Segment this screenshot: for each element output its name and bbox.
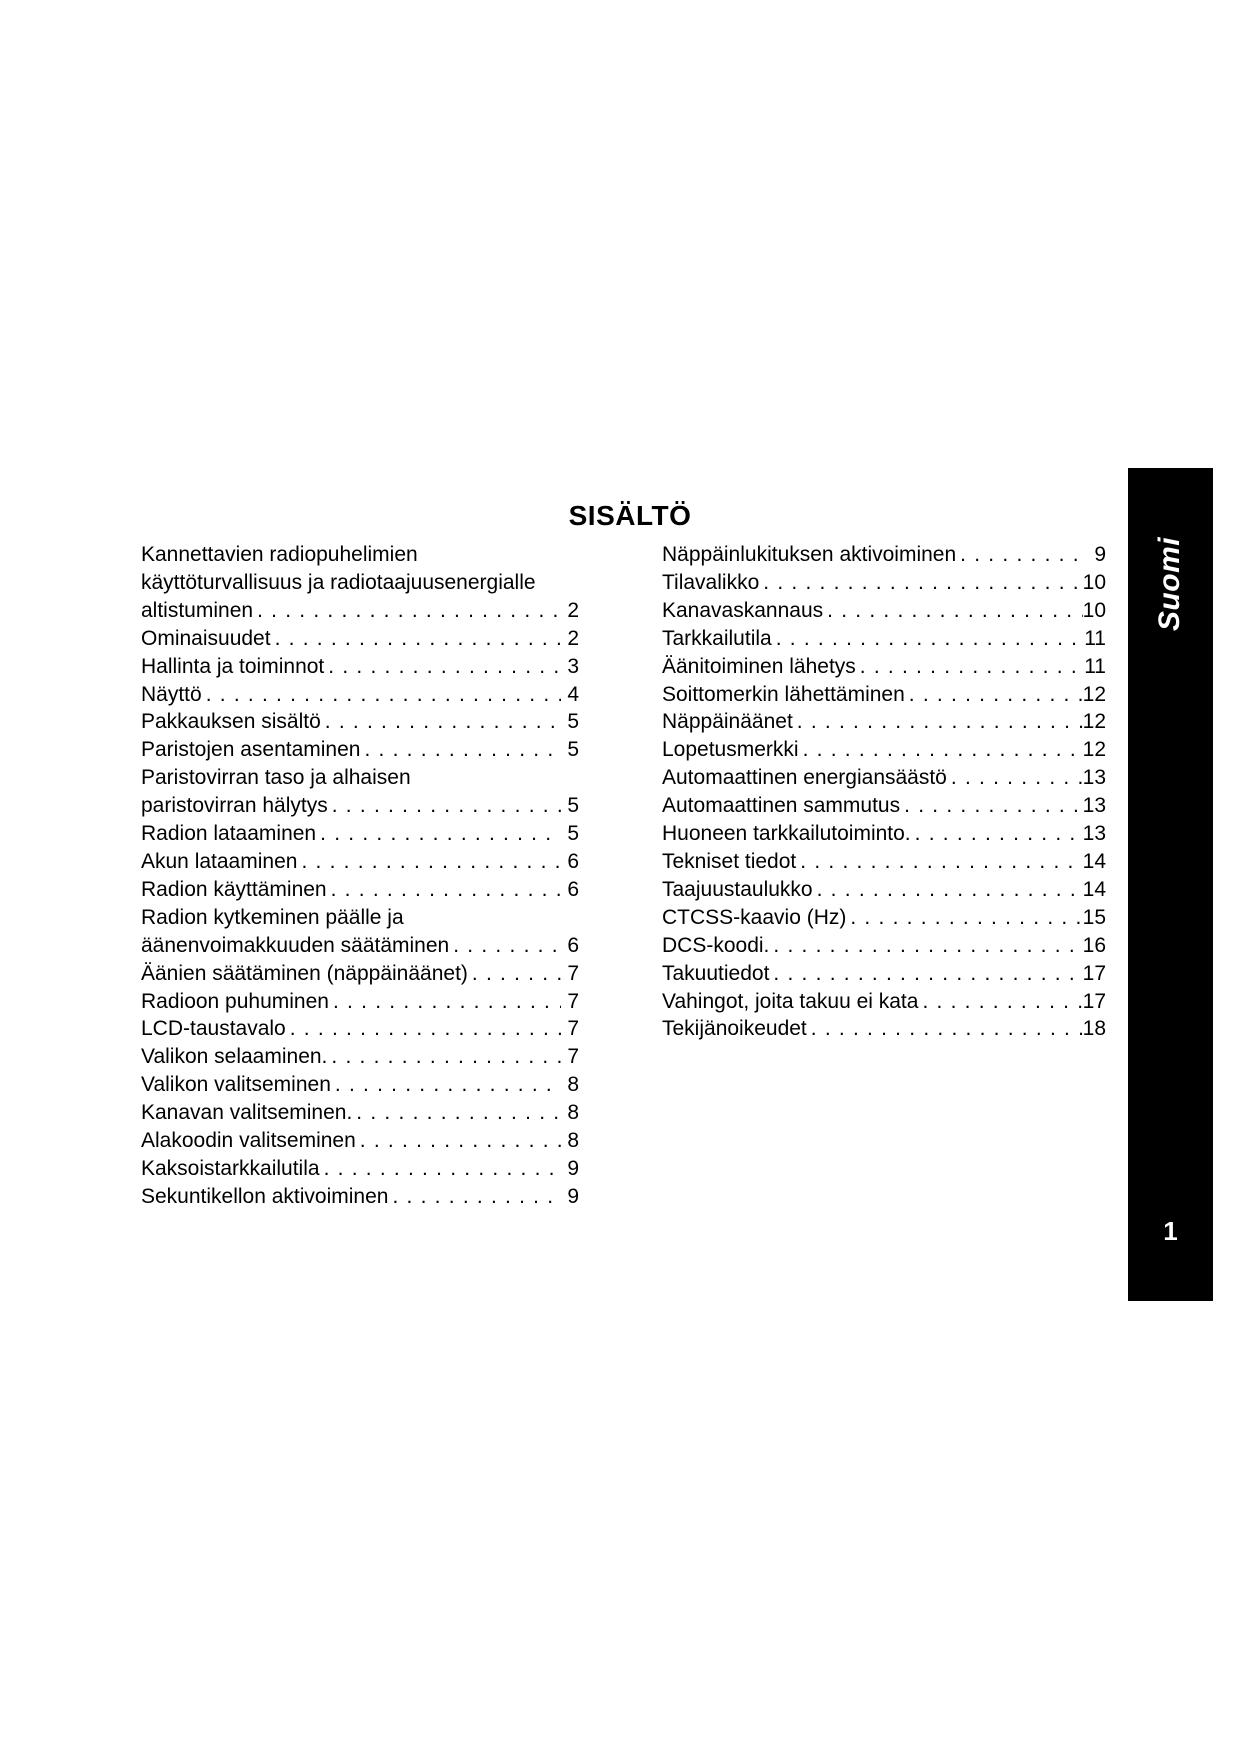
toc-entry-row (662, 681, 1106, 709)
toc-page-number: 10 (1082, 598, 1106, 622)
toc-item (662, 653, 1106, 681)
toc-item (662, 1015, 1106, 1043)
toc-entry-row (141, 960, 579, 988)
dot-leader (388, 1183, 561, 1211)
dot-leader (772, 625, 1084, 653)
toc-item (141, 960, 579, 988)
toc-left-column (141, 541, 579, 1211)
toc-entry-title: Paristojen asentaminen (141, 738, 361, 762)
toc-entry-row (141, 876, 579, 904)
toc-page-number: 6 (567, 933, 579, 957)
dot-leader (846, 904, 1082, 932)
toc-entry-row (662, 932, 1106, 960)
toc-entry-row (662, 960, 1106, 988)
toc-entry-title: Tekniset tiedot (662, 849, 797, 873)
toc-entry-title: Tilavalikko (662, 570, 760, 594)
toc-page-number: 7 (567, 961, 579, 985)
dot-leader (329, 988, 561, 1016)
dot-leader (360, 736, 561, 764)
toc-entry-title: LCD-taustavalo (141, 1017, 286, 1041)
toc-item (141, 736, 579, 764)
toc-item (662, 792, 1106, 820)
toc-page-number: 5 (567, 822, 579, 846)
dot-leader (297, 848, 561, 876)
toc-item (662, 736, 1106, 764)
toc-entry-row (141, 653, 579, 681)
dot-leader (813, 876, 1083, 904)
toc-entry-title: Hallinta ja toiminnot (141, 654, 325, 678)
toc-entry-line: Paristovirran taso ja alhaisen (141, 766, 411, 790)
toc-entry-title: Radion lataaminen (141, 822, 317, 846)
toc-entry-title: Valikon valitseminen (141, 1073, 331, 1097)
toc-page-number: 8 (567, 1129, 579, 1153)
dot-leader (321, 708, 561, 736)
toc-entry-row (141, 597, 579, 625)
page-title: SISÄLTÖ (568, 500, 692, 531)
toc-item (141, 708, 579, 736)
dot-leader (468, 960, 561, 988)
toc-entry-row (662, 764, 1106, 792)
toc-entry-row (662, 736, 1106, 764)
dot-leader (793, 708, 1083, 736)
toc-entry-row (662, 708, 1106, 736)
toc-entry-title: Soittomerkin lähettäminen (662, 682, 905, 706)
dot-leader (900, 792, 1083, 820)
dot-leader (956, 541, 1088, 569)
toc-entry-row (662, 597, 1106, 625)
dot-leader (328, 792, 561, 820)
toc-entry-row (662, 904, 1106, 932)
toc-entry-title: Alakoodin valitseminen (141, 1129, 356, 1153)
toc-item (662, 904, 1106, 932)
toc-entry-row (141, 736, 579, 764)
toc-entry-title: CTCSS-kaavio (Hz) (662, 905, 847, 929)
toc-page-number: 13 (1082, 766, 1106, 790)
toc-entry-title: Ominaisuudet (141, 626, 271, 650)
toc-entry-title: Tarkkailutila (662, 626, 772, 650)
toc-entry-row (141, 708, 579, 736)
toc-page-number: 11 (1084, 654, 1106, 678)
toc-entry-title: Äänien säätäminen (näppäinäänet) (141, 961, 468, 985)
toc-entry-row (662, 792, 1106, 820)
toc-item (662, 569, 1106, 597)
toc-item (141, 988, 579, 1016)
toc-item (141, 764, 579, 820)
toc-entry-title: Kanavaskannaus (662, 598, 824, 622)
toc-entry-title: Vahingot, joita takuu ei kata (662, 989, 919, 1013)
dot-leader (327, 1043, 561, 1071)
language-side-tab (1128, 468, 1213, 1301)
dot-leader (449, 932, 561, 960)
toc-entry-row (141, 681, 579, 709)
toc-entry-row (141, 1183, 579, 1211)
toc-entry-row (141, 1155, 579, 1183)
dot-leader (947, 764, 1083, 792)
language-label: Suomi (1153, 536, 1186, 632)
dot-leader (911, 820, 1083, 848)
toc-entry-title: Valikon selaaminen. (141, 1045, 328, 1069)
toc-page-number: 8 (567, 1101, 579, 1125)
toc-page-number: 5 (567, 794, 579, 818)
toc-page-number: 13 (1082, 822, 1106, 846)
dot-leader (327, 876, 561, 904)
toc-entry-title: Äänitoiminen lähetys (662, 654, 856, 678)
dot-leader (320, 1155, 561, 1183)
dot-leader (286, 1015, 561, 1043)
toc-page-number: 15 (1082, 905, 1106, 929)
toc-item (141, 1099, 579, 1127)
dot-leader (253, 597, 561, 625)
toc-page-number: 6 (567, 849, 579, 873)
toc-item (141, 1183, 579, 1211)
toc-item (662, 597, 1106, 625)
toc-entry-row (141, 820, 579, 848)
toc-page-number: 9 (567, 1156, 579, 1180)
dot-leader (271, 625, 561, 653)
toc-entry-row (141, 848, 579, 876)
toc-entry-title: Tekijänoikeudet (662, 1017, 807, 1041)
toc-entry-title: altistuminen (141, 598, 254, 622)
toc-page-number: 2 (567, 626, 579, 650)
toc-page-number: 7 (567, 1017, 579, 1041)
toc-page-number: 6 (567, 877, 579, 901)
toc-entry-row (662, 988, 1106, 1016)
toc-entry-title: Kanavan valitseminen. (141, 1101, 353, 1125)
toc-page-number: 8 (567, 1073, 579, 1097)
toc-entry-row (662, 653, 1106, 681)
toc-item (141, 1155, 579, 1183)
toc-item (662, 848, 1106, 876)
toc-item (141, 1071, 579, 1099)
page-number: 1 (1163, 1216, 1178, 1246)
toc-item (662, 932, 1106, 960)
toc-page-number: 7 (567, 1045, 579, 1069)
toc-page-number: 12 (1082, 682, 1106, 706)
toc-item (662, 876, 1106, 904)
toc-item (141, 1043, 579, 1071)
dot-leader (356, 1127, 561, 1155)
toc-item (662, 764, 1106, 792)
toc-entry-title: Huoneen tarkkailutoiminto. (662, 822, 911, 846)
dot-leader (759, 569, 1082, 597)
toc-entry-row (662, 876, 1106, 904)
toc-page-number: 9 (567, 1184, 579, 1208)
toc-entry-row (662, 569, 1106, 597)
toc-item (662, 541, 1106, 569)
toc-item (141, 681, 579, 709)
toc-entry-title: Automaattinen energiansäästö (662, 766, 947, 790)
toc-entry-row (141, 1071, 579, 1099)
toc-page-number: 12 (1082, 738, 1106, 762)
dot-leader (799, 736, 1083, 764)
toc-item (662, 960, 1106, 988)
toc-page-number: 14 (1082, 877, 1106, 901)
toc-entry-title: DCS-koodi. (662, 933, 770, 957)
toc-entry-row (662, 1015, 1106, 1043)
toc-entry-title: Automaattinen sammutus (662, 794, 901, 818)
dot-leader (331, 1071, 561, 1099)
toc-entry-row (662, 848, 1106, 876)
toc-item (141, 1127, 579, 1155)
toc-entry-title: Radioon puhuminen (141, 989, 329, 1013)
toc-page-number: 14 (1082, 849, 1106, 873)
dot-leader (202, 681, 561, 709)
toc-entry-title: Pakkauksen sisältö (141, 710, 321, 734)
toc-entry-row (141, 932, 579, 960)
toc-entry-row (141, 1015, 579, 1043)
toc-entry-row (141, 1127, 579, 1155)
toc-entry-title: Lopetusmerkki (662, 738, 799, 762)
toc-page-number: 12 (1082, 710, 1106, 734)
toc-entry-title: Näyttö (141, 682, 202, 706)
toc-page-number: 13 (1082, 794, 1106, 818)
dot-leader (352, 1099, 561, 1127)
toc-entry-line: Kannettavien radiopuhelimien (141, 543, 418, 566)
toc-page-number: 18 (1082, 1017, 1106, 1041)
toc-page-number: 2 (567, 598, 579, 622)
toc-entry-title: Kaksoistarkkailutila (141, 1156, 320, 1180)
toc-page-number: 4 (567, 682, 579, 706)
toc-entry-row (141, 1043, 579, 1071)
toc-entry-row (662, 820, 1106, 848)
toc-right-column (662, 541, 1106, 1043)
toc-page-number: 17 (1082, 961, 1106, 985)
toc-item (662, 708, 1106, 736)
toc-page-number: 7 (567, 989, 579, 1013)
dot-leader (823, 597, 1083, 625)
toc-entry-title: Radion käyttäminen (141, 877, 327, 901)
toc-entry-row (141, 988, 579, 1016)
toc-entry-title: äänenvoimakkuuden säätäminen (141, 933, 450, 957)
toc-entry-row (141, 1099, 579, 1127)
toc-page-number: 16 (1082, 933, 1106, 957)
toc-item (662, 681, 1106, 709)
dot-leader (769, 960, 1082, 988)
toc-page-number: 10 (1082, 570, 1106, 594)
dot-leader (856, 653, 1084, 681)
toc-entry-title: Näppäinäänet (662, 710, 793, 734)
toc-entry-row (662, 625, 1106, 653)
toc-page-number: 11 (1084, 626, 1106, 650)
toc-page-number: 5 (567, 738, 579, 762)
toc-entry-line: Radion kytkeminen päälle ja (141, 905, 404, 929)
toc-item (141, 876, 579, 904)
toc-item (141, 653, 579, 681)
toc-item (141, 848, 579, 876)
toc-entry-line: käyttöturvallisuus ja radiotaajuusenergialle (141, 570, 536, 594)
toc-entry-row (141, 792, 579, 820)
toc-page-number: 9 (1094, 543, 1106, 566)
toc-item (141, 904, 579, 960)
toc-item (141, 625, 579, 653)
toc-page-number: 3 (567, 654, 579, 678)
dot-leader (324, 653, 561, 681)
toc-entry-title: Näppäinlukituksen aktivoiminen (662, 543, 957, 566)
toc-item (141, 541, 579, 625)
toc-entry-title: Taajuustaulukko (662, 877, 813, 901)
toc-entry-row (141, 625, 579, 653)
toc-item (662, 625, 1106, 653)
dot-leader (905, 681, 1083, 709)
dot-leader (918, 988, 1082, 1016)
toc-item (141, 1015, 579, 1043)
dot-leader (796, 848, 1082, 876)
toc-item (662, 988, 1106, 1016)
toc-entry-title: paristovirran hälytys (141, 794, 328, 818)
toc-item (141, 820, 579, 848)
toc-entry-row (662, 541, 1106, 569)
toc-entry-title: Akun lataaminen (141, 849, 298, 873)
dot-leader (807, 1015, 1083, 1043)
toc-entry-title: Takuutiedot (662, 961, 770, 985)
toc-entry-title: Sekuntikellon aktivoiminen (141, 1184, 389, 1208)
toc-page-number: 5 (567, 710, 579, 734)
toc-item (662, 820, 1106, 848)
dot-leader (769, 932, 1082, 960)
dot-leader (316, 820, 561, 848)
toc-page-number: 17 (1082, 989, 1106, 1013)
